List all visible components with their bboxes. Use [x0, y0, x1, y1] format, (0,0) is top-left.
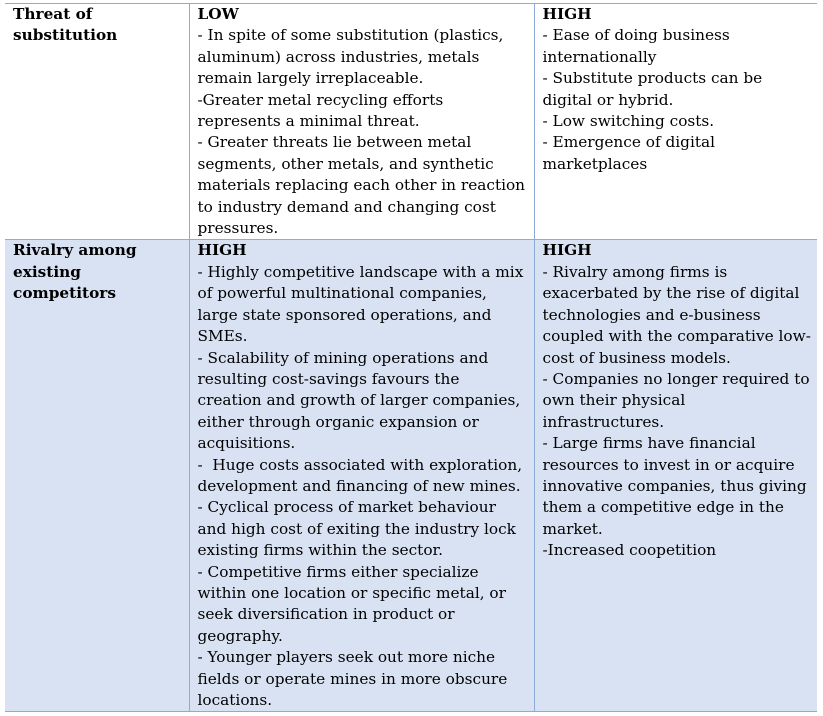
- factor-label: Threat of substitution: [13, 5, 118, 45]
- bullet-point: - Low switching costs.: [542, 112, 715, 131]
- rating-label: HIGH: [542, 5, 592, 23]
- assessment-cell-col1: [189, 240, 534, 712]
- bullet-point: - Competitive firms either specialize within one location or specific metal, or seek diversification in product or geography.: [197, 562, 511, 645]
- assessment-cell-col2: [534, 4, 817, 240]
- bullet-point: - Companies no longer required to own their physical infrastructures.: [542, 369, 815, 431]
- bullet-point: - Highly competitive landscape with a mix of powerful multinational companies, large state sponsored operations, and SMEs.: [197, 262, 529, 346]
- rating-label: HIGH: [197, 241, 247, 260]
- five-forces-table: [5, 3, 817, 712]
- bullet-point: - Substitute products can be digital or hybrid.: [542, 69, 768, 109]
- bullet-point: - Greater threats lie between metal segments, other metals, and synthetic materials replacing each other in reaction to industry demand and changing cost pressures.: [197, 133, 530, 238]
- rating-label: HIGH: [542, 241, 592, 260]
- factor-cell: [5, 4, 189, 240]
- bullet-point: - Rivalry among firms is exacerbated by the rise of digital technologies and e-business coupled with the comparative low-cost of business models.: [542, 262, 811, 367]
- bullet-point: - In spite of some substitution (plastics, aluminum) across industries, metals remain largely irreplaceable.: [197, 26, 509, 88]
- bullet-point: -Greater metal recycling efforts represents a minimal threat.: [197, 90, 449, 131]
- table-row-threat-of-substitution: [5, 4, 817, 240]
- table-row-rivalry-among-competitors: [5, 240, 817, 712]
- bullet-point: -Increased coopetition: [542, 541, 717, 560]
- bullet-point: - Younger players seek out more niche fields or operate mines in more obscure locations.: [197, 648, 513, 709]
- bullet-point: - Scalability of mining operations and resulting cost-savings favours the creation and growth of larger companies, either through organic expansion or acquisitions.: [197, 348, 526, 453]
- bullet-point: - Ease of doing business internationally: [542, 26, 735, 66]
- bullet-point: - Huge costs associated with exploration, development and financing of new mines.: [197, 455, 527, 495]
- bullet-point: - Cyclical process of market behaviour and high cost of exiting the industry lock existing firms within the sector.: [197, 498, 521, 560]
- bullet-point: - Emergence of digital marketplaces: [542, 133, 720, 173]
- bullet-point: - Large firms have financial resources to invest in or acquire innovative companies, thus giving them a competitive edge in the market.: [542, 434, 812, 538]
- rating-label: LOW: [197, 5, 239, 23]
- factor-label: Rivalry among existing competitors: [13, 241, 137, 303]
- factor-cell: [5, 240, 189, 712]
- assessment-cell-col2: [534, 240, 817, 712]
- assessment-cell-col1: [189, 4, 534, 240]
